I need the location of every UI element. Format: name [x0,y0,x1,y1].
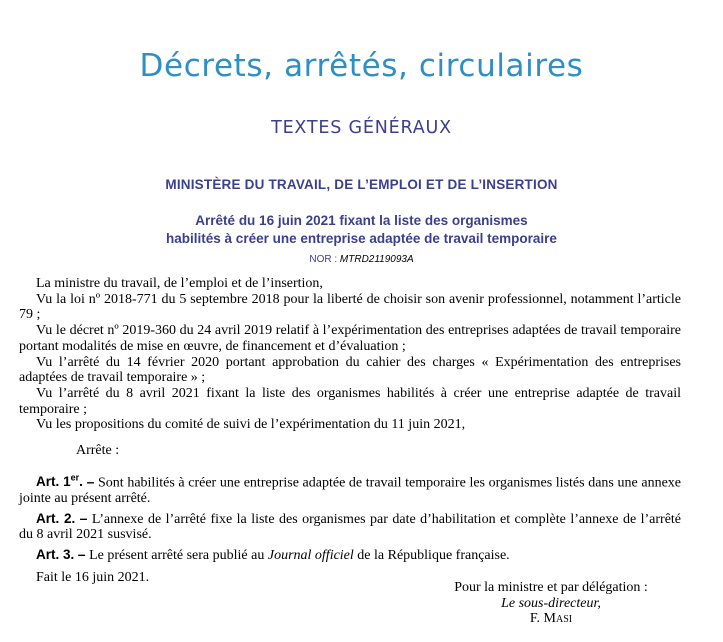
nor-code: MTRD2119093A [339,254,414,265]
article-1-label: Art. 1er. [36,472,83,490]
visa-1: Vu la loi nº 2018-771 du 5 septembre 2018 pour la liberté de choisir son avenir professionnel, notamment l’article 79 ; [19,291,681,323]
article-3-dash: – [77,546,86,563]
act-body [19,276,681,585]
decides-line: Arrête : [76,443,120,459]
article-1-text: Sont habilités à créer une entreprise adaptée de travail temporaire les organismes listés dans une annexe jointe au présent arrêté. [19,475,681,506]
act-title-line-1: Arrêté du 16 juin 2021 fixant la liste des organismes [195,213,528,228]
delegation-line: Pour la ministre et par délégation : [454,580,648,595]
article-3-text-before: Le présent arrêté sera publié au [89,548,265,564]
article-3 [19,547,681,564]
ministry-heading: MINISTÈRE DU TRAVAIL, DE L’EMPLOI ET DE L’INSERTION [165,177,558,192]
signatory-name [420,611,682,627]
article-1-dash: – [86,473,95,490]
visa-5: Vu les propositions du comité de suivi de l’expérimentation du 11 juin 2021, [36,417,466,433]
article-3-text-italic: Journal officiel [267,548,354,564]
article-3-text-after: de la République française. [357,548,510,564]
article-1 [19,471,681,507]
visa-3: Vu l’arrêté du 14 février 2020 portant approbation du cahier des charges « Expérimentation des entreprises adaptées de travail temporaire » ; [19,354,681,386]
signing-date: Fait le 16 juin 2021. [36,569,150,585]
act-title-line-2: habilités à créer une entreprise adaptée de travail temporaire [166,231,557,246]
nor-label: NOR : [309,254,338,265]
article-2-dash: – [79,509,88,526]
preamble-intro: La ministre du travail, de l’emploi et de l’insertion, [36,276,323,291]
signatory-role: Le sous-directeur, [501,595,601,611]
act-title [0,212,723,248]
article-2-label: Art. 2. [36,510,76,526]
visa-4: Vu l’arrêté du 8 avril 2021 fixant la liste des organismes habilités à créer une entreprise adaptée de travail temporaire ; [19,385,681,417]
signatory-initial: F. [529,611,541,627]
rubric-banner: Décrets, arrêtés, circulaires [139,48,584,84]
nor-reference [0,253,723,267]
signature-block [420,580,682,627]
signatory-surname: Masi [543,611,573,627]
article-3-label: Art. 3. [36,547,75,563]
article-2 [19,511,681,543]
section-heading: TEXTES GÉNÉRAUX [271,118,452,138]
article-2-text: L’annexe de l’arrêté fixe la liste des organismes par date d’habilitation et complète l’annexe de l’arrêté du 8 avril 2021 susvisé. [19,511,682,543]
visa-2: Vu le décret nº 2019-360 du 24 avril 2019 relatif à l’expérimentation des entreprises adaptées de travail temporaire portant modalités de mise en œuvre, de financement et d’évaluation ; [19,323,681,354]
